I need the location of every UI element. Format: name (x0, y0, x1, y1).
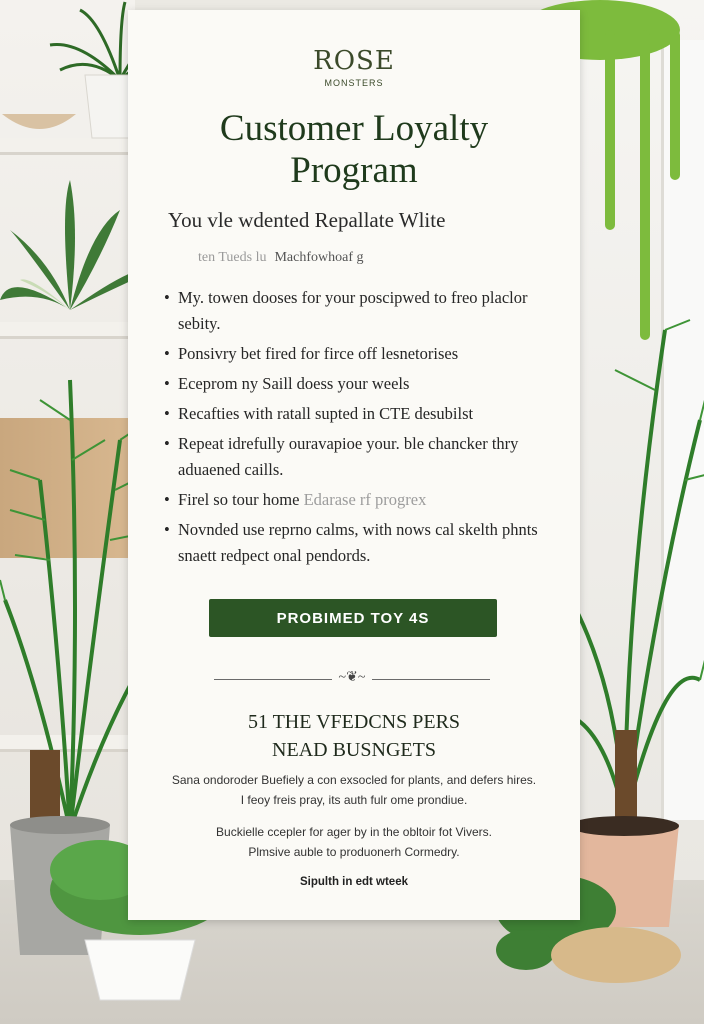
description-paragraph-1 (148, 770, 560, 810)
program-cta-button[interactable]: PROBIMED TOY 4S (209, 599, 497, 637)
bullet-text: Ponsivry bet fired for firce off lesnetorises (178, 344, 459, 363)
title-line-2: Program (290, 150, 418, 191)
logo-subtitle: MONSTERS (324, 78, 384, 88)
leaf-flourish-icon: ~❦~ (338, 670, 366, 685)
section-title (128, 708, 580, 764)
list-item (164, 431, 564, 483)
list-item (164, 487, 564, 513)
list-item (164, 517, 564, 569)
ornamental-divider (214, 670, 490, 686)
list-item (164, 401, 564, 427)
description-paragraph-2 (148, 822, 560, 862)
bullet-text: Firel so tour home (178, 490, 300, 509)
section-title-line-2: NEAD BUSNGETS (272, 739, 436, 761)
title-line-1: Customer Loyalty (219, 108, 489, 149)
loyalty-poster (128, 10, 580, 920)
footer-note: Sipulth in edt wteek (300, 876, 408, 888)
para2-line-2: Plmsive auble to produonerh Cormedry. (248, 845, 460, 859)
section-title-line-1: 51 THE VFEDCNS PERS (247, 711, 461, 733)
tagline (198, 250, 364, 266)
bullet-text: My. towen dooses for your poscipwed to freo placlor sebity. (178, 288, 528, 333)
bullet-text: Recafties with ratall supted in CTE desubilst (178, 404, 474, 423)
bullet-text: Repeat idrefully ouravapioe your. ble chancker thry aduaened caills. (178, 434, 519, 479)
benefits-list (164, 285, 564, 573)
bullet-text: Novnded use reprno calms, with nows cal skelth phnts snaett redpect onal pendords. (178, 520, 538, 565)
para1-line-1: Sana ondoroder Buefiely a con exsocled for plants, and defers hires. (171, 773, 537, 787)
page-title (158, 108, 550, 192)
para1-line-2: I feoy freis pray, its auth fulr ome prondiue. (240, 793, 468, 807)
list-item (164, 285, 564, 337)
tagline-faint: ten Tueds lu (198, 250, 267, 265)
bullet-text: Eceprom ny Saill doess your weels (178, 374, 410, 393)
list-item (164, 341, 564, 367)
bullet-faint-text: Edarase rf progrex (303, 490, 427, 509)
para2-line-1: Buckielle ccepler for ager by in the obltoir fot Vivers. (216, 825, 492, 839)
subtitle: You vle wdented Repallate Wlite (168, 208, 446, 232)
wooden-bowl (0, 104, 80, 140)
divider-line-right (372, 679, 490, 680)
tagline-text: Machfowhoaf g (274, 250, 364, 265)
brand-logo (128, 46, 580, 88)
divider-line-left (214, 679, 332, 680)
logo-wordmark: ROSE (313, 46, 395, 76)
list-item (164, 371, 564, 397)
